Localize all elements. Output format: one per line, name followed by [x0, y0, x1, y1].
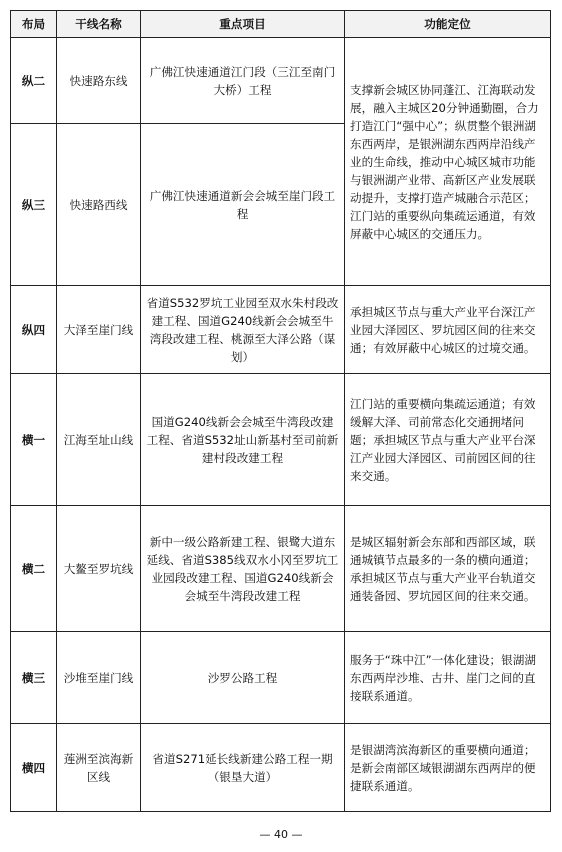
header-function: 功能定位 [345, 11, 551, 38]
row-project: 国道G240线新会会城至牛湾段改建工程、省道S532址山新基村至司前新建村段改建工程 [141, 374, 345, 506]
table-row [11, 374, 551, 506]
row-layout: 横三 [11, 632, 57, 724]
table-row [11, 506, 551, 632]
page-number: — 40 — [259, 828, 303, 841]
row-line-name: 快速路西线 [57, 124, 141, 286]
row-line-name: 快速路东线 [57, 38, 141, 124]
row-layout: 纵三 [11, 124, 57, 286]
row-line-name: 沙堆至崖门线 [57, 632, 141, 724]
header-line-name: 干线名称 [57, 11, 141, 38]
row-layout: 横二 [11, 506, 57, 632]
table-row [11, 632, 551, 724]
table-row [11, 724, 551, 812]
row-line-name: 莲洲至滨海新区线 [57, 724, 141, 812]
header-layout: 布局 [11, 11, 57, 38]
row-project: 广佛江快速通道江门段（三江至南门大桥）工程 [141, 38, 345, 124]
row-project: 广佛江快速通道新会会城至崖门段工程 [141, 124, 345, 286]
row-line-name: 江海至址山线 [57, 374, 141, 506]
row-line-name: 大泽至崖门线 [57, 286, 141, 374]
table-row [11, 38, 551, 124]
row-function: 是银湖湾滨海新区的重要横向通道；是新会南部区域银湖湖东西两岸的便捷联系通道。 [345, 724, 551, 812]
row-line-name: 大鳌至罗坑线 [57, 506, 141, 632]
table-header-row [11, 11, 551, 38]
row-layout: 横四 [11, 724, 57, 812]
row-function: 服务于“珠中江”一体化建设；银湖湖东西两岸沙堆、古井、崖门之间的直接联系通道。 [345, 632, 551, 724]
row-project: 沙罗公路工程 [141, 632, 345, 724]
row-layout: 纵二 [11, 38, 57, 124]
row-project: 新中一级公路新建工程、银鹭大道东延线、省道S385线双水小冈至罗坑工业园段改建工程、国道G240线新会会城至牛湾段改建工程 [141, 506, 345, 632]
row-project: 省道S532罗坑工业园至双水朱村段改建工程、国道G240线新会会城至牛湾段改建工程、桃源至大泽公路（谋划） [141, 286, 345, 374]
table-row [11, 286, 551, 374]
header-key-project: 重点项目 [141, 11, 345, 38]
row-function: 是城区辐射新会东部和西部区域，联通城镇节点最多的一条的横向通道； 承担城区节点与重大产业平台轨道交通装备园、罗坑园区间的往来交通。 [345, 506, 551, 632]
planning-table [10, 10, 551, 812]
row-layout: 纵四 [11, 286, 57, 374]
row-project: 省道S271延长线新建公路工程一期（银垦大道） [141, 724, 345, 812]
row-function: 江门站的重要横向集疏运通道；有效缓解大泽、司前常态化交通拥堵问题；承担城区节点与重大产业平台深江产业园大泽园区、司前园区间的往来交通。 [345, 374, 551, 506]
row-function: 承担城区节点与重大产业平台深江产业园大泽园区、罗坑园区间的往来交通；有效屏蔽中心城区的过境交通。 [345, 286, 551, 374]
row-layout: 横一 [11, 374, 57, 506]
row-function-merged: 支撑新会城区协同蓬江、江海联动发展，融入主城区20分钟通勤圈，合力打造江门“强中心”；纵贯整个银洲湖东西两岸，是银洲湖东西两岸沿线产业的生命线，推动中心城区城市功能与银洲湖产业带、高新区产业发展联动提升，支撑打造产城融合示范区；江门站的重要纵向集疏运通道，有效屏蔽中心城区的交通压力。 [345, 38, 551, 286]
